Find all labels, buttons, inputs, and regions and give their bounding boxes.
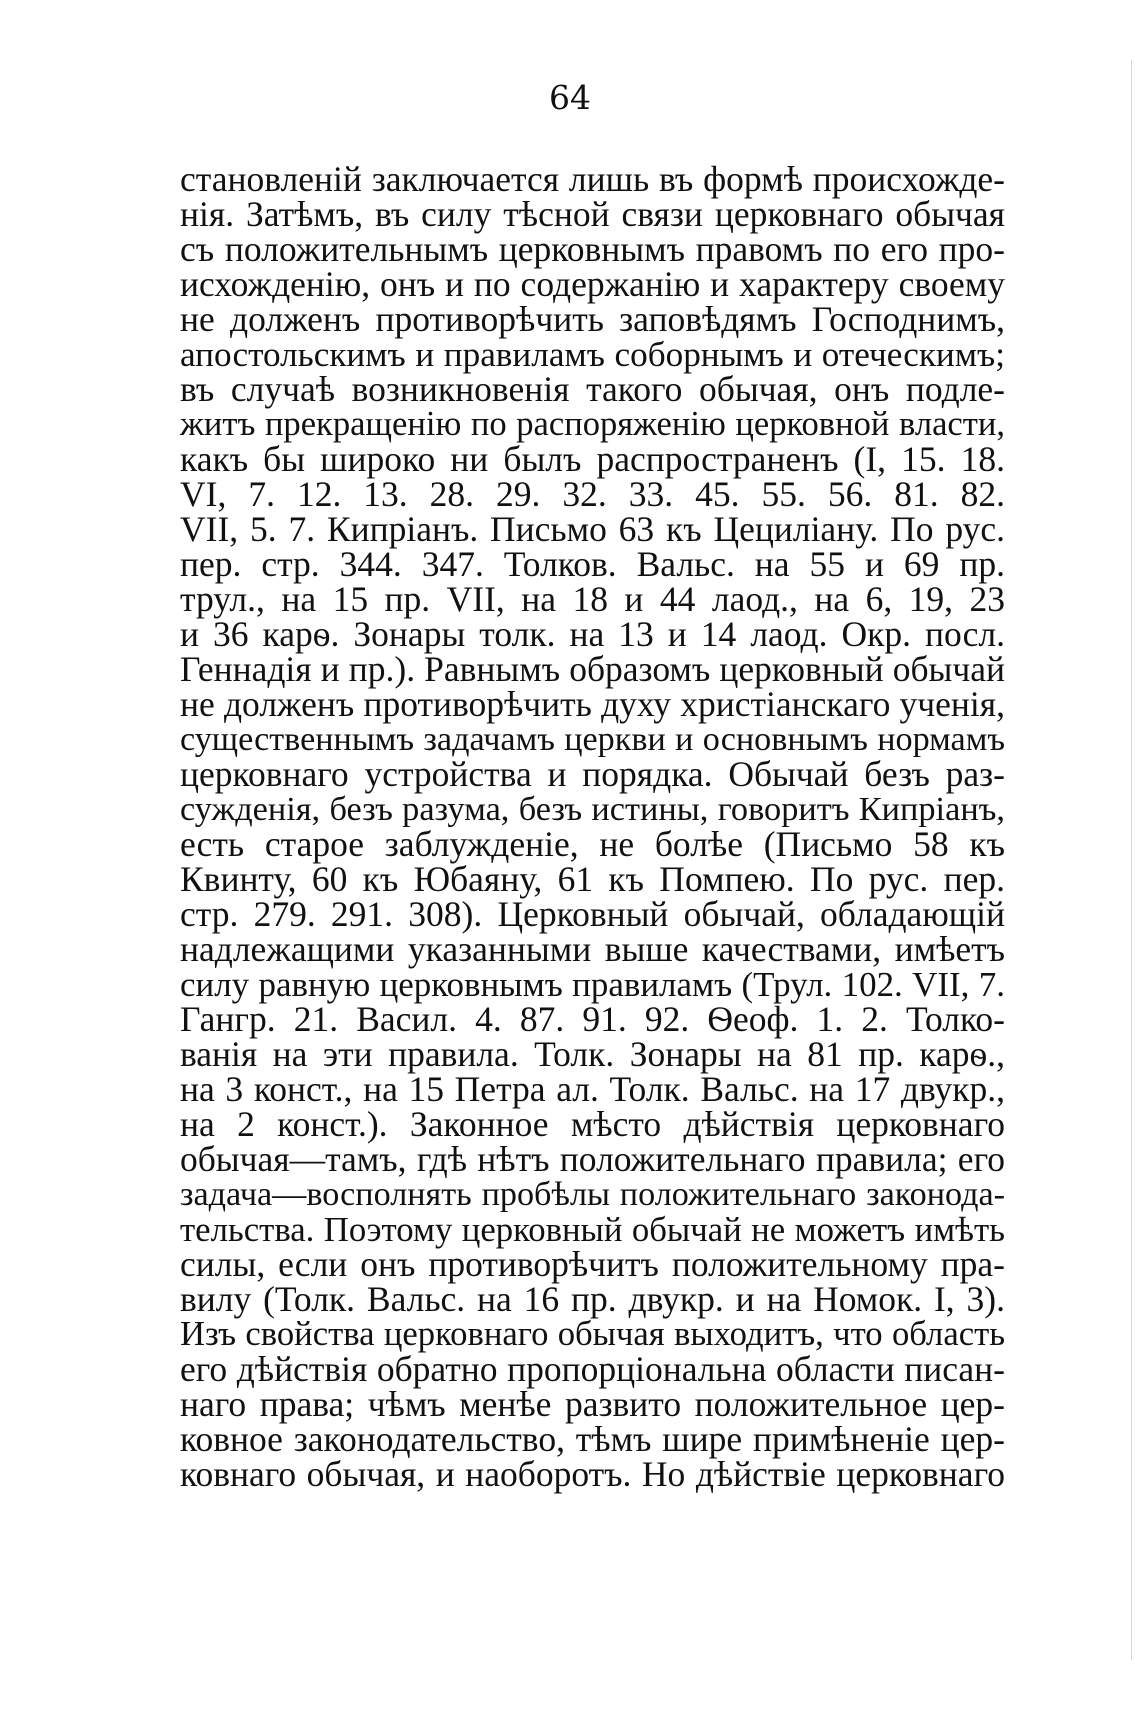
text-line: силы, если онъ противорѣчитъ положительному пра- bbox=[180, 1244, 1005, 1284]
text-line: сужденія, безъ разума, безъ истины, говоритъ Кипріанъ, bbox=[180, 790, 1005, 828]
text-line: на 2 конст.). Законное мѣсто дѣйствія церковнаго bbox=[180, 1104, 1005, 1144]
text-line: и 36 карѳ. Зонары толк. на 13 и 14 лаод. Окр. посл. bbox=[180, 614, 1005, 654]
text-line: не долженъ противорѣчить заповѣдямъ Господнимъ, bbox=[180, 299, 1005, 339]
text-line: церковнаго устройства и порядка. Обычай безъ раз- bbox=[180, 754, 1005, 794]
text-line: VII, 5. 7. Кипріанъ. Письмо 63 къ Цециліану. По рус. bbox=[180, 509, 1005, 549]
text-line: силу равную церковнымъ правиламъ (Трул. 102. VII, 7. bbox=[180, 965, 1005, 1004]
text-line: нія. Затѣмъ, въ силу тѣсной связи церковнаго обычая bbox=[180, 194, 1005, 234]
text-line: съ положительнымъ церковнымъ правомъ по его про- bbox=[180, 229, 1005, 269]
text-line: вилу (Толк. Вальс. на 16 пр. двукр. и на Номок. I, 3). bbox=[180, 1279, 1005, 1319]
text-line: задача—восполнять пробѣлы положительнаго законода- bbox=[180, 1176, 1005, 1213]
text-line: становленій заключается лишь въ формѣ происхожде- bbox=[180, 159, 1005, 199]
text-line: наго права; чѣмъ менѣе развито положительное цер- bbox=[180, 1384, 1005, 1424]
text-line: ковнаго обычая, и наоборотъ. Но дѣйствіе церковнаго bbox=[180, 1454, 1005, 1494]
text-line: пер. стр. 344. 347. Толков. Вальс. на 55 и 69 пр. bbox=[180, 544, 1005, 584]
text-line: тельства. Поэтому церковный обычай не можетъ имѣть bbox=[180, 1210, 1005, 1249]
text-line: на 3 конст., на 15 Петра ал. Толк. Вальс. на 17 двукр., bbox=[180, 1069, 1005, 1109]
text-line: надлежащими указанными выше качествами, имѣетъ bbox=[180, 929, 1005, 969]
text-line: VI, 7. 12. 13. 28. 29. 32. 33. 45. 55. 56. 81. 82. bbox=[180, 474, 1005, 514]
text-line: ванія на эти правила. Толк. Зонары на 81 пр. карѳ., bbox=[180, 1034, 1005, 1074]
text-line: трул., на 15 пр. VII, на 18 и 44 лаод., на 6, 19, 23 bbox=[180, 579, 1005, 619]
text-line: стр. 279. 291. 308). Церковный обычай, обладающій bbox=[180, 894, 1005, 934]
page-number: 64 bbox=[549, 78, 591, 117]
body-text bbox=[180, 159, 1005, 1494]
text-line: Квинту, 60 къ Юбаяну, 61 къ Помпею. По рус. пер. bbox=[180, 859, 1005, 899]
text-line: какъ бы широко ни былъ распространенъ (I, 15. 18. bbox=[180, 439, 1005, 479]
text-line: Изъ свойства церковнаго обычая выходитъ, что область bbox=[180, 1315, 1005, 1353]
text-line: есть старое заблужденіе, не болѣе (Письмо 58 къ bbox=[180, 824, 1005, 864]
text-line: апостольскимъ и правиламъ соборнымъ и отеческимъ; bbox=[180, 335, 1005, 374]
text-line: ковное законодательство, тѣмъ шире примѣненіе цер- bbox=[180, 1419, 1005, 1459]
text-line: не долженъ противорѣчить духу христіанскаго ученія, bbox=[180, 684, 1005, 724]
text-line: обычая—тамъ, гдѣ нѣтъ положительнаго правила; его bbox=[180, 1139, 1005, 1179]
text-line: существеннымъ задачамъ церкви и основнымъ нормамъ bbox=[180, 721, 1005, 758]
text-line: въ случаѣ возникновенія такого обычая, онъ подле- bbox=[180, 369, 1005, 409]
text-line: его дѣйствія обратно пропорціональна области писан- bbox=[180, 1349, 1005, 1389]
text-line: Гангр. 21. Васил. 4. 87. 91. 92. Ѳеоф. 1. 2. Толко- bbox=[180, 999, 1005, 1039]
text-line: Геннадія и пр.). Равнымъ образомъ церковный обычай bbox=[180, 649, 1005, 689]
text-line: житъ прекращенію по распоряженію церковной власти, bbox=[180, 405, 1005, 443]
text-line: исхожденію, онъ и по содержанію и характеру своему bbox=[180, 264, 1005, 304]
page-edge-line bbox=[1131, 60, 1132, 1660]
